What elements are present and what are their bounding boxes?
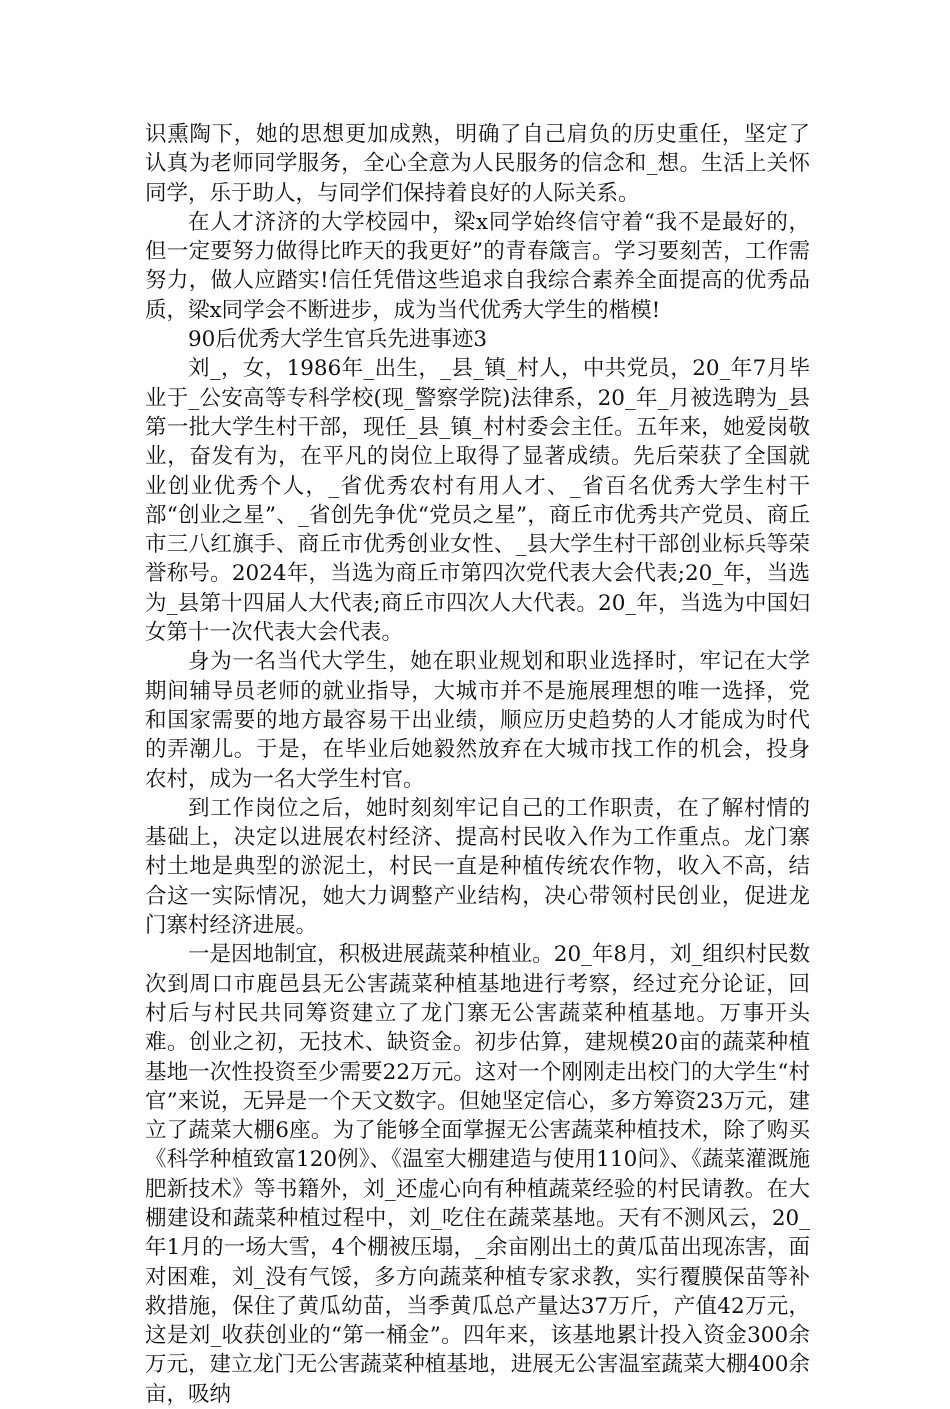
section-heading: 90后优秀大学生官兵先进事迹3 <box>188 327 488 353</box>
paragraph-vegetable-base: 一是因地制宜，积极进展蔬菜种植业。20_年8月，刘_组织村民数次到周口市鹿邑县无公害蔬菜种植基地进行考察，经过充分论证，回村后与村民共同筹资建立了龙门寨无公害蔬菜种植基地。万事开头难。创业之初，无技术、缺资金。初步估算，建规模20亩的蔬菜种植基地一次性投资至少需要22万元。这对一个刚刚走出校门的大学生“村官”来说，无异是一个天文数字。但她坚定信心，多方筹资23万元，建立了蔬菜大棚6座。为了能够全面掌握无公害蔬菜种植技术，除了购买《科学种植致富120例》、《温室大棚建造与使用110问》、《蔬菜灌溉施肥新技术》等书籍外，刘_还虚心向有种植蔬菜经验的村民请教。在大棚建设和蔬菜种植过程中，刘_吃住在蔬菜基地。天有不测风云，20_年1月的一场大雪，4个棚被压塌，_余亩刚出土的黄瓜苗出现冻害，面对困难，刘_没有气馁，多方向蔬菜种植专家求教，实行覆膜保苗等补救措施，保住了黄瓜幼苗，当季黄瓜总产量达37万斤，产值42万元，这是刘_收获创业的“第一桶金”。四年来，该基地累计投入资金300余万元，建立龙门无公害蔬菜种植基地，进展无公害温室蔬菜大棚400余亩，吸纳 <box>145 942 810 1407</box>
paragraph-work-focus: 到工作岗位之后，她时刻刻牢记自己的工作职责，在了解村情的基础上，决定以进展农村经济、提高村民收入作为工作重点。龙门寨村土地是典型的淤泥土，村民一直是种植传统农作物，收入不高，结合这一实际情况，她大力调整产业结构，决心带领村民创业，促进龙门寨村经济进展。 <box>145 795 810 939</box>
paragraph-continuation: 识熏陶下，她的思想更加成熟，明确了自己肩负的历史重任，坚定了认真为老师同学服务，全心全意为人民服务的信念和_想。生活上关怀同学，乐于助人，与同学们保持着良好的人际关系。 <box>145 122 810 206</box>
paragraph-liu-profile: 刘_，女，1986年_出生，_县_镇_村人，中共党员，20_年7月毕业于_公安高等专科学校(现_警察学院)法律系，20_年_月被选聘为_县第一批大学生村干部，现任_县_镇_村村委会主任。五年来，她爱岗敬业，奋发有为，在平凡的岗位上取得了显著成绩。先后荣获了全国就业创业优秀个人，_省优秀农村有用人才、_省百名优秀大学生村干部“创业之星”、_省创先争优“党员之星”，商丘市优秀共产党员、商丘市三八红旗手、商丘市优秀创业女性、_县大学生村干部创业标兵等荣誉称号。2024年，当选为商丘市第四次党代表大会代表;20_年，当选为_县第十四届人大代表;商丘市四次人大代表。20_年，当选为中国妇女第十一次代表大会代表。 <box>145 356 810 646</box>
paragraph-career-choice: 身为一名当代大学生，她在职业规划和职业选择时，牢记在大学期间辅导员老师的就业指导，大城市并不是施展理想的唯一选择，党和国家需要的地方最容易干出业绩，顺应历史趋势的人才能成为时代的弄潮儿。于是，在毕业后她毅然放弃在大城市找工作的机会，投身农村，成为一名大学生村官。 <box>145 649 810 792</box>
paragraph-liang-motto: 在人才济济的大学校园中，梁x同学始终信守着“我不是最好的，但一定要努力做得比昨天的我更好”的青春箴言。学习要刻苦，工作需努力，做人应踏实!信任凭借这些追求自我综合素养全面提高的优秀品质，梁x同学会不断进步，成为当代优秀大学生的楷模! <box>145 209 810 323</box>
document-page <box>145 120 810 1409</box>
